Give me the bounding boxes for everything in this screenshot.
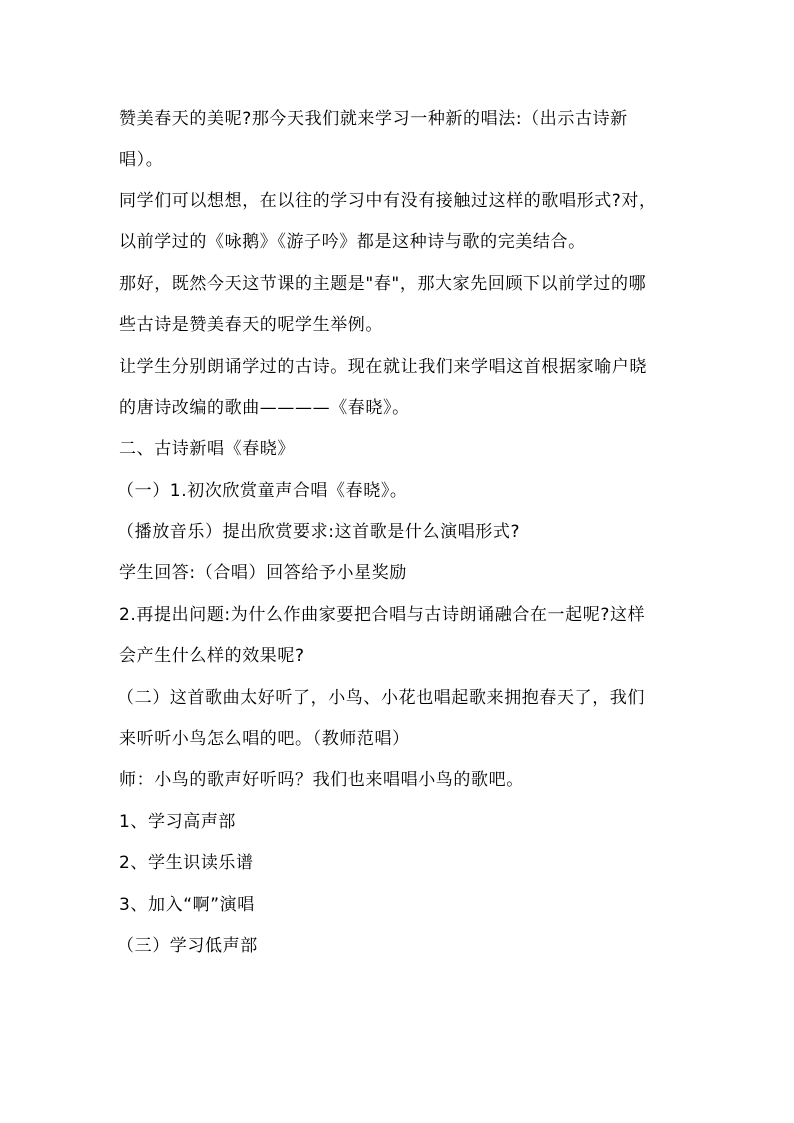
list-item-1: 1、学习高声部 [119,812,237,832]
text-line-21: （三）学习低声部 [117,936,258,956]
section-heading-2: 二、古诗新唱《春晓》 [119,439,295,459]
text-line-1: 赞美春天的美呢?那今天我们就来学习一种新的唱法:（出示古诗新 [119,109,628,129]
list-item-3: 3、加入“啊”演唱 [119,895,255,915]
text-line-3: 同学们可以想想，在以往的学习中有没有接触过这样的歌唱形式?对， [119,191,657,211]
text-line-7: 让学生分别朗诵学过的古诗。现在就让我们来学唱这首根据家喻户晓 [119,357,647,377]
text-line-10: （一）1.初次欣赏童声合唱《春晓》。 [117,481,408,501]
text-line-13: 2.再提出问题:为什么作曲家要把合唱与古诗朗诵融合在一起呢?这样 [119,605,646,625]
text-line-17: 师：小鸟的歌声好听吗？我们也来唱唱小鸟的歌吧。 [119,770,524,790]
text-line-11: （播放音乐）提出欣赏要求:这首歌是什么演唱形式? [117,522,521,542]
text-line-5: 那好，既然今天这节课的主题是"春"，那大家先回顾下以前学过的哪 [119,274,647,294]
text-line-14: 会产生什么样的效果呢? [119,646,305,666]
text-line-15: （二）这首歌曲太好听了，小鸟、小花也唱起歌来拥抱春天了，我们 [117,688,645,708]
text-line-12: 学生回答:（合唱）回答给予小星奖励 [119,563,407,583]
text-line-4: 以前学过的《咏鹅》《游子吟》都是这种诗与歌的完美结合。 [119,232,586,252]
text-line-8: 的唐诗改编的歌曲————《春晓》。 [119,398,410,418]
text-line-2: 唱）。 [119,150,164,170]
text-line-6: 些古诗是赞美春天的呢学生举例。 [119,315,383,335]
list-item-2: 2、学生识读乐谱 [119,853,254,873]
text-line-16: 来听听小鸟怎么唱的吧。（教师范唱） [119,729,410,749]
